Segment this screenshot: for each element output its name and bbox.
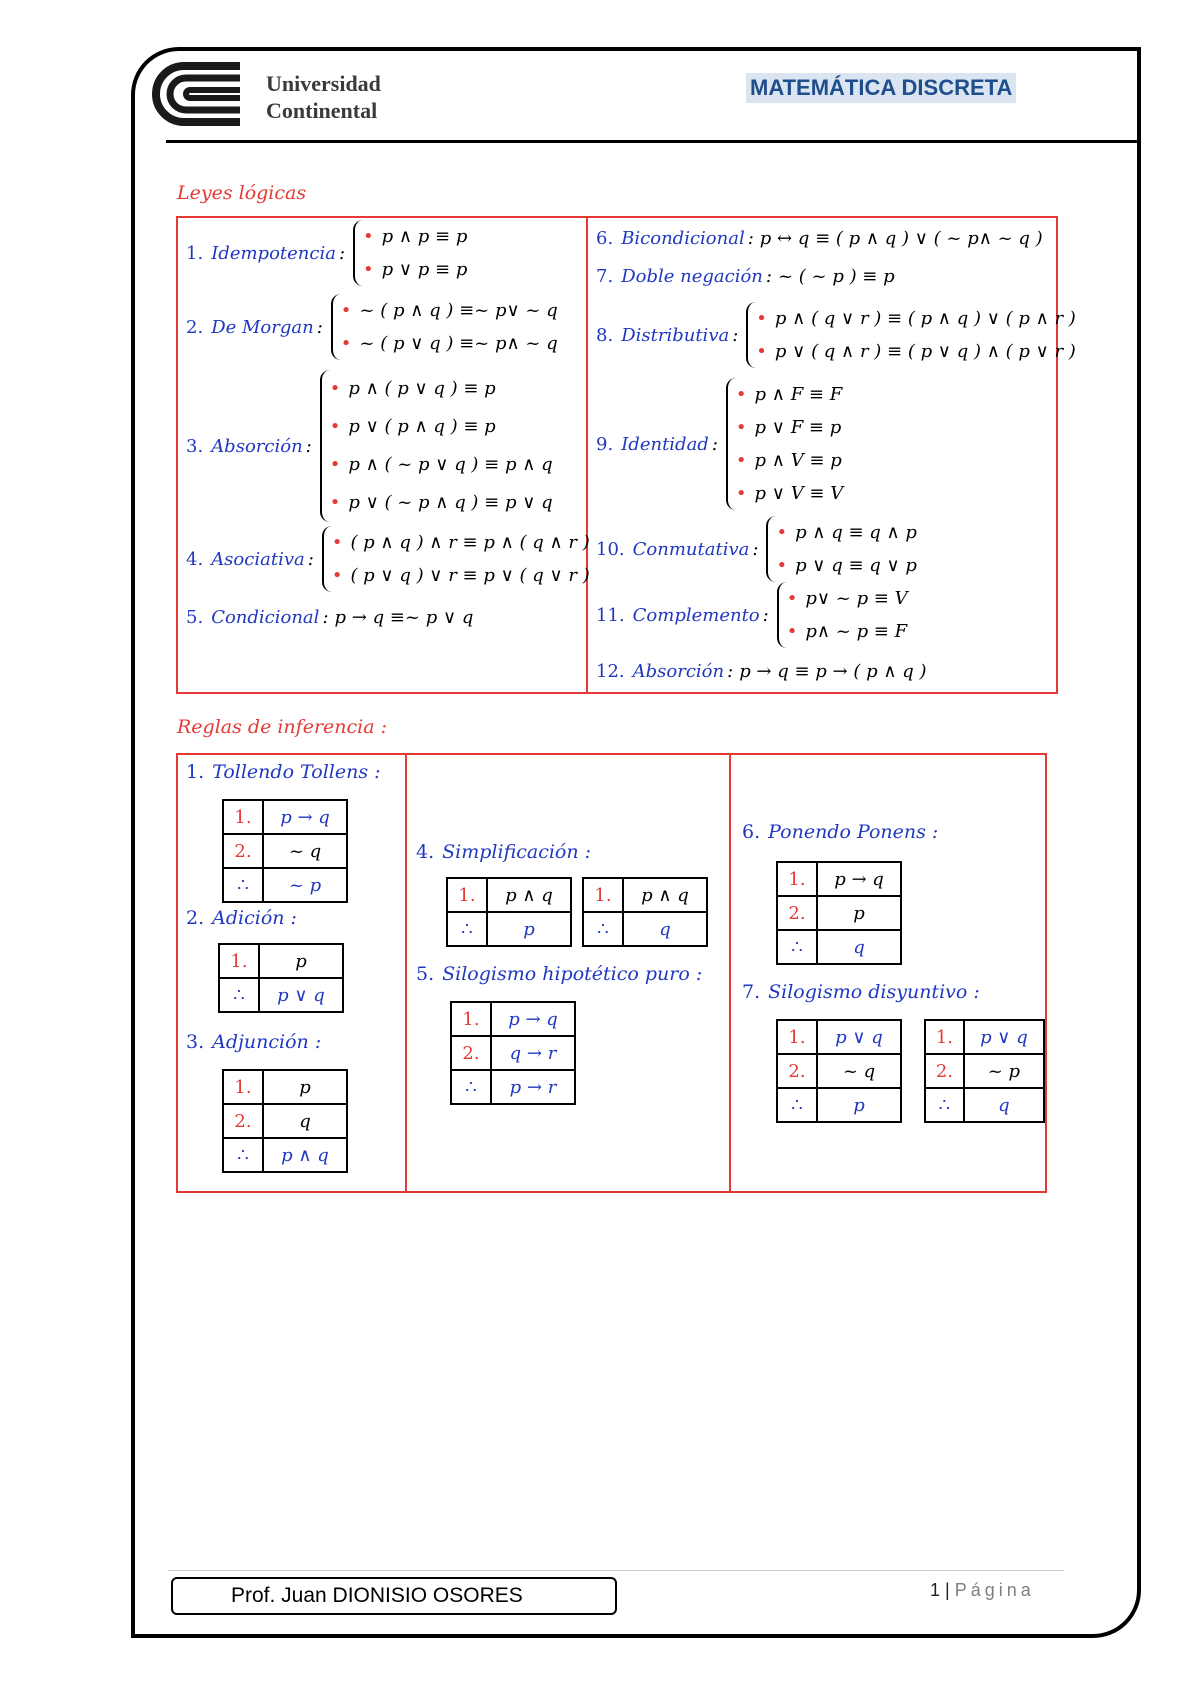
law-name: Identidad — [621, 433, 709, 455]
conclusion-formula: p ∧ q — [263, 1138, 347, 1172]
rule-name: Ponendo Ponens : — [768, 821, 939, 843]
law-complemento: 11. Complemento : • p∨ ~ p ≡ V • p∧ ~ p ≡ F — [596, 582, 908, 648]
rule-name: Adición : — [212, 907, 297, 929]
law-number: 8. — [596, 324, 614, 346]
premise-number: 2. — [223, 834, 263, 868]
premise-number: 1. — [447, 878, 487, 912]
premise-formula: p ∨ q — [964, 1020, 1044, 1054]
page-number-value: 1 — [930, 1580, 941, 1600]
law-name: Doble negación — [621, 266, 763, 287]
premise-formula: p — [259, 944, 343, 978]
law-brace: • p ∧ ( q ∨ r ) ≡ ( p ∧ q ) ∨ ( p ∧ r ) • p ∨ ( q ∧ r ) ≡ ( p ∨ q ) ∧ ( p ∨ r ) — [746, 302, 1076, 368]
laws-column-divider — [586, 218, 588, 692]
law-formula: p ↔ q ≡ ( p ∧ q ) ∨ ( ~ p∧ ~ q ) — [759, 228, 1043, 249]
premise-number: 2. — [925, 1054, 964, 1088]
course-title: MATEMÁTICA DISCRETA — [746, 73, 1016, 103]
rule-name: Adjunción : — [212, 1031, 322, 1053]
inference-column-divider — [729, 755, 731, 1191]
rule-number: 4. — [416, 841, 435, 863]
premise-number: 1. — [925, 1020, 964, 1054]
law-formula: p∨ ~ p ≡ V — [805, 588, 908, 609]
premise-formula: p → q — [491, 1002, 575, 1036]
law-absorcion: 3. Absorción : • p ∧ ( p ∨ q ) ≡ p • p ∨ ( p ∧ q ) ≡ p • p ∧ ( ~ p ∨ q ) ≡ p ∧ q • p ∨ ( ~ p ∧ q ) ≡ p ∨ q — [186, 370, 553, 522]
law-formula: p ∧ q ≡ q ∧ p — [795, 522, 917, 543]
law-formula: p ∨ ( q ∧ r ) ≡ ( p ∨ q ) ∧ ( p ∨ r ) — [774, 341, 1076, 362]
premise-number: 1. — [223, 1070, 263, 1104]
inference-box — [176, 753, 1047, 1193]
premise-number: 1. — [223, 800, 263, 834]
law-name: Absorción — [632, 661, 725, 682]
conclusion-formula: p ∨ q — [259, 978, 343, 1012]
law-formula: p ∨ ( p ∧ q ) ≡ p — [348, 416, 496, 437]
inference-table — [582, 877, 708, 947]
page-label: Página — [954, 1580, 1035, 1600]
rule-title-silogismo-disyuntivo — [742, 981, 980, 1003]
law-brace: • p ∧ F ≡ F • p ∨ F ≡ p • p ∧ V ≡ p • p ∨ V ≡ V — [726, 378, 843, 510]
therefore-symbol: ∴ — [447, 912, 487, 946]
premise-formula: p → q — [263, 800, 347, 834]
law-formula: ( p ∨ q ) ∨ r ≡ p ∨ ( q ∨ r ) — [350, 565, 590, 586]
law-formula: p ∨ F ≡ p — [754, 417, 842, 438]
law-formula: ~ ( p ∧ q ) ≡~ p∨ ~ q — [359, 300, 558, 321]
rule-name: Tollendo Tollens : — [212, 761, 381, 783]
rule-number: 7. — [742, 981, 761, 1003]
page-number — [930, 1580, 1035, 1601]
premise-number: 1. — [777, 862, 817, 896]
rule-name: Silogismo disyuntivo : — [768, 981, 980, 1003]
rule-number: 3. — [186, 1031, 205, 1053]
law-identidad: 9. Identidad : • p ∧ F ≡ F • p ∨ F ≡ p • p ∧ V ≡ p • p ∨ V ≡ V — [596, 378, 843, 510]
law-number: 6. — [596, 228, 614, 249]
law-asociativa: 4. Asociativa : • ( p ∧ q ) ∧ r ≡ p ∧ ( q ∧ r ) • ( p ∨ q ) ∨ r ≡ p ∨ ( q ∨ r ) — [186, 526, 590, 592]
law-formula: ~ ( ~ p ) ≡ p — [777, 266, 895, 287]
law-name: Distributiva — [621, 324, 730, 346]
law-number: 7. — [596, 266, 614, 287]
law-brace: • p ∧ p ≡ p • p ∨ p ≡ p — [353, 220, 467, 286]
header-divider — [166, 140, 1141, 143]
conclusion-formula: p — [817, 1088, 901, 1122]
conclusion-formula: q — [623, 912, 707, 946]
rule-title-adicion — [186, 907, 297, 929]
law-formula: p ∧ ( p ∨ q ) ≡ p — [348, 378, 496, 399]
law-de-morgan: 2. De Morgan : • ~ ( p ∧ q ) ≡~ p∨ ~ q • ~ ( p ∨ q ) ≡~ p∧ ~ q — [186, 294, 558, 360]
rule-number: 6. — [742, 821, 761, 843]
university-logo — [152, 62, 252, 126]
law-number: 10. — [596, 538, 625, 560]
law-number: 4. — [186, 548, 204, 570]
law-idempotencia: 1. Idempotencia : • p ∧ p ≡ p • p ∨ p ≡ p — [186, 220, 467, 286]
therefore-symbol: ∴ — [583, 912, 623, 946]
therefore-symbol: ∴ — [777, 1088, 817, 1122]
law-number: 11. — [596, 604, 625, 626]
premise-formula: p — [263, 1070, 347, 1104]
law-distributiva: 8. Distributiva : • p ∧ ( q ∨ r ) ≡ ( p ∧ q ) ∨ ( p ∧ r ) • p ∨ ( q ∧ r ) ≡ ( p ∨ q ) ∧ ( p ∨ r ) — [596, 302, 1076, 368]
inference-table — [924, 1019, 1045, 1123]
conclusion-formula: p → r — [491, 1070, 575, 1104]
rule-name: Silogismo hipotético puro : — [442, 963, 703, 985]
law-name: Bicondicional — [621, 228, 745, 249]
professor-name: Prof. Juan DIONISIO OSORES — [171, 1577, 617, 1615]
law-brace: • ~ ( p ∧ q ) ≡~ p∨ ~ q • ~ ( p ∨ q ) ≡~ p∧ ~ q — [331, 294, 558, 360]
premise-formula: p ∧ q — [487, 878, 571, 912]
inference-table — [222, 1069, 348, 1173]
law-bicondicional: 6. Bicondicional : p ↔ q ≡ ( p ∧ q ) ∨ ( ~ p∧ ~ q ) — [596, 228, 1043, 249]
law-formula: ( p ∧ q ) ∧ r ≡ p ∧ ( q ∧ r ) — [350, 532, 590, 553]
premise-formula: p ∨ q — [817, 1020, 901, 1054]
law-name: Absorción — [211, 435, 303, 457]
law-brace: • p ∧ q ≡ q ∧ p • p ∨ q ≡ q ∨ p — [766, 516, 916, 582]
rule-title-silogismo-hipotetico — [416, 963, 702, 985]
law-formula: p ∨ ( ~ p ∧ q ) ≡ p ∨ q — [348, 492, 553, 513]
conclusion-formula: ~ p — [263, 868, 347, 902]
laws-section-title: Leyes lógicas — [177, 182, 307, 204]
law-name: Complemento — [632, 604, 760, 626]
premise-number: 2. — [223, 1104, 263, 1138]
law-formula: p ∨ q ≡ q ∨ p — [795, 555, 917, 576]
premise-number: 1. — [777, 1020, 817, 1054]
law-number: 9. — [596, 433, 614, 455]
university-name-line2: Continental — [266, 98, 378, 123]
conclusion-formula: q — [817, 930, 901, 964]
rule-number: 1. — [186, 761, 205, 783]
law-name: Conmutativa — [632, 538, 750, 560]
law-formula: p ∧ ( ~ p ∨ q ) ≡ p ∧ q — [348, 454, 553, 475]
inference-table — [218, 943, 344, 1013]
conclusion-formula: q — [964, 1088, 1044, 1122]
premise-formula: ~ p — [964, 1054, 1044, 1088]
law-absorcion-2: 12. Absorción : p → q ≡ p → ( p ∧ q ) — [596, 661, 927, 682]
rule-title-ponendo-ponens — [742, 821, 938, 843]
university-name — [266, 70, 381, 124]
premise-formula: ~ q — [263, 834, 347, 868]
premise-number: 1. — [451, 1002, 491, 1036]
page-separator: | — [945, 1580, 950, 1600]
premise-number: 1. — [583, 878, 623, 912]
university-name-line1: Universidad — [266, 71, 381, 96]
law-number: 1. — [186, 242, 204, 264]
law-name: Asociativa — [211, 548, 305, 570]
law-condicional: 5. Condicional : p → q ≡~ p ∨ q — [186, 607, 474, 628]
rule-name: Simplificación : — [442, 841, 592, 863]
law-brace: • p ∧ ( p ∨ q ) ≡ p • p ∨ ( p ∧ q ) ≡ p • p ∧ ( ~ p ∨ q ) ≡ p ∧ q • p ∨ ( ~ p ∧ q ) ≡ p ∨ q — [320, 370, 553, 522]
law-formula: p ∧ F ≡ F — [754, 384, 843, 405]
premise-number: 2. — [777, 1054, 817, 1088]
therefore-symbol: ∴ — [925, 1088, 964, 1122]
premise-formula: q — [263, 1104, 347, 1138]
law-number: 12. — [596, 661, 625, 682]
law-name: Condicional — [211, 607, 320, 628]
premise-formula: p ∧ q — [623, 878, 707, 912]
premise-formula: p — [817, 896, 901, 930]
premise-formula: p → q — [817, 862, 901, 896]
law-brace: • ( p ∧ q ) ∧ r ≡ p ∧ ( q ∧ r ) • ( p ∨ q ) ∨ r ≡ p ∨ ( q ∨ r ) — [322, 526, 590, 592]
inference-table — [446, 877, 572, 947]
premise-number: 1. — [219, 944, 259, 978]
law-formula: p∧ ~ p ≡ F — [805, 621, 908, 642]
law-conmutativa: 10. Conmutativa : • p ∧ q ≡ q ∧ p • p ∨ q ≡ q ∨ p — [596, 516, 917, 582]
therefore-symbol: ∴ — [219, 978, 259, 1012]
law-number: 3. — [186, 435, 204, 457]
therefore-symbol: ∴ — [451, 1070, 491, 1104]
law-formula: p ∧ p ≡ p — [381, 226, 468, 247]
law-formula: p → q ≡~ p ∨ q — [334, 607, 474, 628]
rule-number: 2. — [186, 907, 205, 929]
rule-title-tollendo-tollens — [186, 761, 381, 783]
laws-box — [176, 216, 1076, 694]
law-formula: ~ ( p ∨ q ) ≡~ p∧ ~ q — [359, 333, 558, 354]
law-name: Idempotencia — [211, 242, 336, 264]
rule-number: 5. — [416, 963, 435, 985]
law-number: 5. — [186, 607, 204, 628]
therefore-symbol: ∴ — [223, 868, 263, 902]
rule-title-adjuncion — [186, 1031, 321, 1053]
law-formula: p ∧ ( q ∨ r ) ≡ ( p ∧ q ) ∨ ( p ∧ r ) — [774, 308, 1076, 329]
law-formula: p ∧ V ≡ p — [754, 450, 842, 471]
law-brace: • p∨ ~ p ≡ V • p∧ ~ p ≡ F — [777, 582, 908, 648]
therefore-symbol: ∴ — [223, 1138, 263, 1172]
footer-divider — [168, 1570, 1064, 1571]
inference-table — [222, 799, 348, 903]
inference-section-title: Reglas de inferencia : — [177, 716, 387, 738]
therefore-symbol: ∴ — [777, 930, 817, 964]
rule-title-simplificacion — [416, 841, 591, 863]
inference-table — [776, 861, 902, 965]
conclusion-formula: p — [487, 912, 571, 946]
premise-formula: q → r — [491, 1036, 575, 1070]
premise-formula: ~ q — [817, 1054, 901, 1088]
premise-number: 2. — [777, 896, 817, 930]
law-doble-negacion: 7. Doble negación : ~ ( ~ p ) ≡ p — [596, 266, 895, 287]
premise-number: 2. — [451, 1036, 491, 1070]
law-formula: p ∨ V ≡ V — [754, 483, 844, 504]
law-number: 2. — [186, 316, 204, 338]
law-formula: p → q ≡ p → ( p ∧ q ) — [739, 661, 927, 682]
law-name: De Morgan — [211, 316, 314, 338]
inference-table — [776, 1019, 902, 1123]
inference-table — [450, 1001, 576, 1105]
inference-column-divider — [405, 755, 407, 1191]
law-formula: p ∨ p ≡ p — [381, 259, 468, 280]
